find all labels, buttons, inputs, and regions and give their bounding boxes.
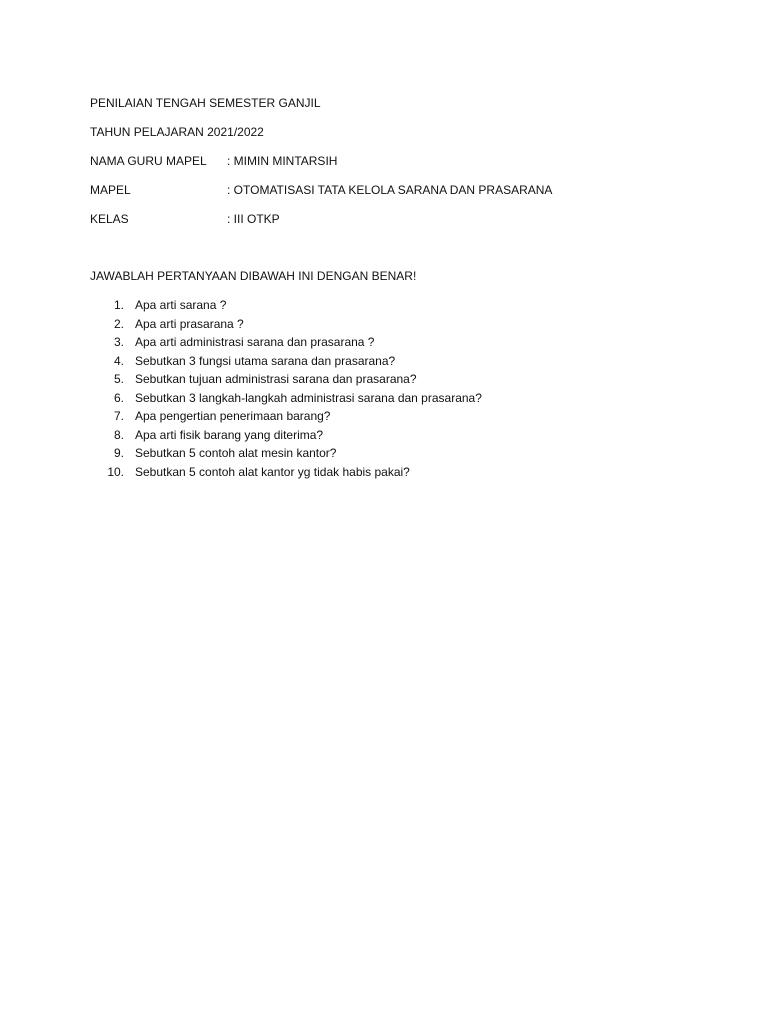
question-number: 3. <box>113 335 124 349</box>
question-text: Apa arti sarana ? <box>135 298 227 312</box>
question-number: 10. <box>107 464 124 479</box>
document-title: PENILAIAN TENGAH SEMESTER GANJIL <box>90 96 321 110</box>
question-number: 6. <box>113 390 124 405</box>
field-label: KELAS <box>90 212 129 226</box>
question-text: Sebutkan 5 contoh alat mesin kantor? <box>135 446 337 460</box>
question-number: 7. <box>113 409 124 423</box>
question-text: Sebutkan 3 fungsi utama sarana dan prasarana? <box>135 353 396 368</box>
question-number: 2. <box>113 316 124 331</box>
question-number: 4. <box>113 353 124 368</box>
field-label: MAPEL <box>90 183 131 197</box>
question-number: 1. <box>113 298 124 312</box>
question-text: Sebutkan 3 langkah-langkah administrasi sarana dan prasarana? <box>135 390 482 405</box>
question-text: Apa pengertian penerimaan barang? <box>135 409 331 423</box>
question-number: 5. <box>113 372 124 386</box>
question-number: 8. <box>113 427 124 442</box>
question-text: Sebutkan 5 contoh alat kantor yg tidak habis pakai? <box>135 464 410 479</box>
instruction-heading: JAWABLAH PERTANYAAN DIBAWAH INI DENGAN BENAR! <box>90 269 417 283</box>
question-text: Apa arti fisik barang yang diterima? <box>135 427 324 442</box>
field-value: : OTOMATISASI TATA KELOLA SARANA DAN PRASARANA <box>227 183 553 197</box>
field-label: NAMA GURU MAPEL <box>90 154 207 168</box>
field-value: : MIMIN MINTARSIH <box>227 154 338 168</box>
question-text: Sebutkan tujuan administrasi sarana dan prasarana? <box>135 372 417 386</box>
question-text: Apa arti prasarana ? <box>135 316 244 331</box>
question-number: 9. <box>113 446 124 460</box>
field-value: : III OTKP <box>227 212 280 226</box>
question-text: Apa arti administrasi sarana dan prasarana ? <box>135 335 375 349</box>
academic-year: TAHUN PELAJARAN 2021/2022 <box>90 125 264 139</box>
